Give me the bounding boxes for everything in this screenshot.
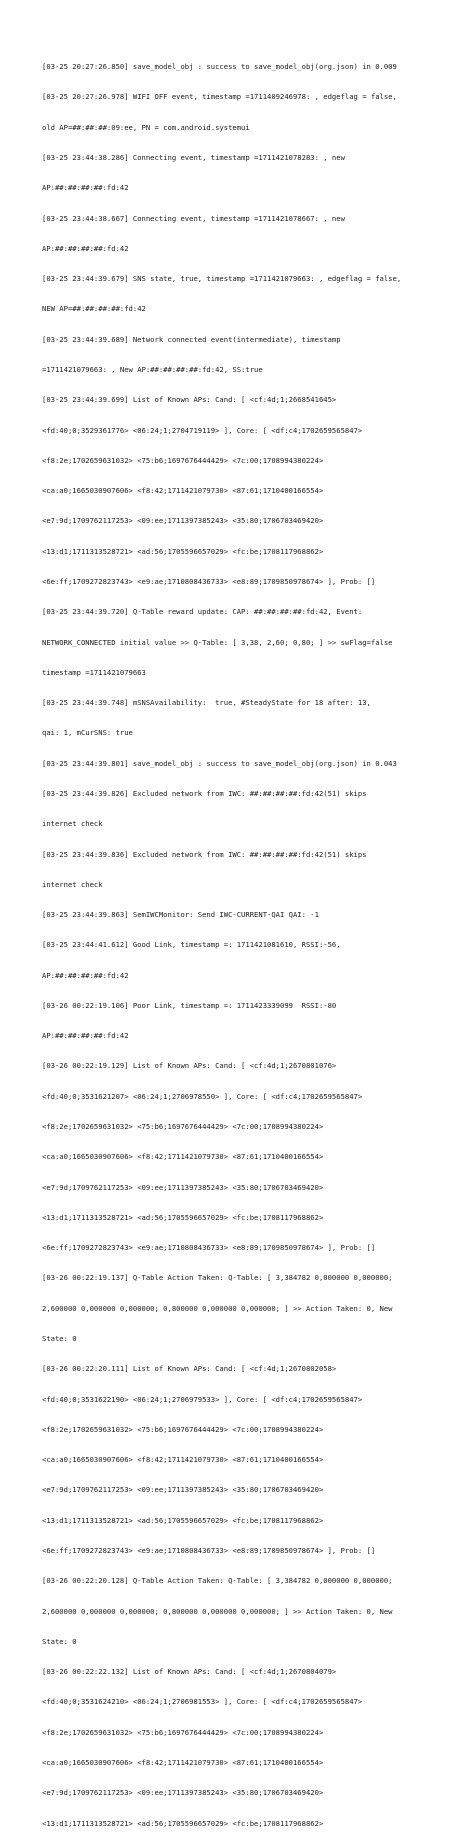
log-line: NEW AP=##:##:##:##:fd:42 (42, 304, 146, 314)
log-line: <e7:9d;1709762117253> <09:ee;1711397385243> <35:80;1706703469420> (42, 516, 324, 526)
log-line: State: 0 (42, 1334, 77, 1343)
log-line: internet check (42, 819, 103, 829)
log-line: <13:d1;1711313528721> <ad:56;1705596657029> <fc:be;1708117968862> (42, 1515, 324, 1525)
log-line: [03-26 00:22:19.106] Poor Link, timestamp =: 1711423339099 RSSI:-80 (42, 1000, 337, 1010)
log-line: <ca:a0;1665030907606> <f8:42;1711421079730> <87:61;1710400166554> (42, 1455, 324, 1465)
log-line: [03-25 23:44:38.667] Connecting event, timestamp =1711421078667: , new (42, 213, 345, 223)
log-line: <f8:2e;1702659631032> <75:b6;1697676444429> <7c:00;1708994380224> (42, 1727, 324, 1737)
log-line: [03-25 23:44:39.679] SNS state, true, timestamp =1711421079663: , edgeflag = false, (42, 274, 402, 284)
log-line: [03-25 23:44:39.699] List of Known APs: Cand: [ <cf:4d;1;2668541645> (42, 395, 337, 405)
log-line: timestamp =1711421079663 (42, 667, 146, 677)
log-line: AP:##:##:##:##:fd:42 (42, 1031, 129, 1041)
log-line: [03-25 23:44:38.286] Connecting event, timestamp =1711421078283: , new (42, 153, 345, 163)
log-line: [03-26 00:22:22.132] List of Known APs: Cand: [ <cf:4d;1;2670804079> (42, 1667, 337, 1677)
log-line: [03-25 23:44:41.612] Good Link, timestamp =: 1711421081610, RSSI:-56, (42, 940, 341, 950)
log-line: <13:d1;1711313528721> <ad:56;1705596657029> <fc:be;1708117968862> (42, 1212, 324, 1222)
log-line: [03-26 00:22:19.137] Q-Table Action Taken: Q-Table: [ 3,384782 0,000000 0,000000; (42, 1273, 393, 1283)
log-line: [03-25 23:44:39.836] Excluded network from IWC: ##:##:##:##:fd:42(51) skips (42, 849, 367, 859)
log-line: <f8:2e;1702659631032> <75:b6;1697676444429> <7c:00;1708994380224> (42, 455, 324, 465)
log-line: AP:##:##:##:##:fd:42 (42, 183, 129, 193)
log-line: [03-25 23:44:39.801] save_model_obj : success to save_model_obj(org.json) in 0.043 (42, 758, 397, 768)
log-line: <13:d1;1711313528721> <ad:56;1705596657029> <fc:be;1708117968862> (42, 1818, 324, 1828)
log-line: <fd:40;0;3531621207> <06:24;1;2706978550> ], Core: [ <df:c4;1702659565847> (42, 1091, 363, 1101)
log-line: [03-25 23:44:39.720] Q-Table reward update: CAP: ##:##:##:##:fd:42, Event: (42, 607, 363, 617)
log-line: internet check (42, 879, 103, 889)
log-line: <6e:ff;1709272823743> <e9:ae;1710808436733> <e8:89;1709850978674> ], Prob: [] (42, 576, 376, 586)
log-line: [03-25 23:44:39.826] Excluded network from IWC: ##:##:##:##:fd:42(51) skips (42, 788, 367, 798)
log-line: <e7:9d;1709762117253> <09:ee;1711397385243> <35:80;1706703469420> (42, 1485, 324, 1495)
log-line: <6e:ff;1709272823743> <e9:ae;1710808436733> <e8:89;1709850978674> ], Prob: [] (42, 1545, 376, 1555)
log-line: State: 0 (42, 1636, 77, 1646)
log-line: =1711421079663: , New AP:##:##:##:##:fd:42, SS:true (42, 365, 263, 374)
log-line: [03-26 00:22:19.129] List of Known APs: Cand: [ <cf:4d;1;2670801076> (42, 1061, 337, 1071)
log-line: 2,600000 0,000000 0,000000; 0,800000 0,000000 0,000000; ] >> Action Taken: 0, New (42, 1606, 393, 1616)
log-line: [03-26 00:22:20.111] List of Known APs: Cand: [ <cf:4d;1;2670802058> (42, 1364, 337, 1374)
log-line: old AP=##:##:##:09:ee, PN = com.android.systemui (42, 122, 250, 132)
log-line: <13:d1;1711313528721> <ad:56;1705596657029> <fc:be;1708117968862> (42, 546, 324, 556)
log-line: <fd:40;0;3531622190> <06:24;1;2706979533> ], Core: [ <df:c4;1702659565847> (42, 1394, 363, 1404)
log-line: <ca:a0;1665030907606> <f8:42;1711421079730> <87:61;1710400166554> (42, 1152, 324, 1162)
log-line: <e7:9d;1709762117253> <09:ee;1711397385243> <35:80;1706703469420> (42, 1788, 324, 1798)
log-line: 2,600000 0,000000 0,000000; 0,800000 0,000000 0,000000; ] >> Action Taken: 0, New (42, 1303, 393, 1313)
log-line: [03-25 20:27:26.850] save_model_obj : success to save_model_obj(org.json) in 0.009 (42, 62, 397, 72)
log-line: <ca:a0;1665030907606> <f8:42;1711421079730> <87:61;1710400166554> (42, 1757, 324, 1767)
log-line: <f8:2e;1702659631032> <75:b6;1697676444429> <7c:00;1708994380224> (42, 1122, 324, 1132)
log-line: <fd:40;0;3531624210> <06:24;1;2706981553> ], Core: [ <df:c4;1702659565847> (42, 1697, 363, 1707)
log-line: <6e:ff;1709272823743> <e9:ae;1710808436733> <e8:89;1709850978674> ], Prob: [] (42, 1243, 376, 1253)
log-line: qai: 1, mCurSNS: true (42, 728, 133, 738)
log-line: <f8:2e;1702659631032> <75:b6;1697676444429> <7c:00;1708994380224> (42, 1424, 324, 1434)
log-line: NETWORK_CONNECTED initial value >> Q-Table: [ 3,38, 2,60; 0,80; ] >> swFlag=false (42, 637, 393, 647)
log-line: [03-26 00:22:20.128] Q-Table Action Taken: Q-Table: [ 3,384782 0,000000 0,000000; (42, 1576, 393, 1586)
log-line: [03-25 23:44:39.748] mSNSAvailability: true, #SteadyState for 18 after: 13, (42, 698, 371, 708)
log-line: AP:##:##:##:##:fd:42 (42, 970, 129, 980)
log-line: [03-25 20:27:26.978] WIFI OFF event, timestamp =1711409246978: , edgeflag = false, (42, 92, 397, 102)
log-line: <e7:9d;1709762117253> <09:ee;1711397385243> <35:80;1706703469420> (42, 1182, 324, 1192)
log-line: AP:##:##:##:##:fd:42 (42, 243, 129, 253)
log-line: <fd:40;0;3529361776> <06:24;1;2704719119> ], Core: [ <df:c4;1702659565847> (42, 425, 363, 435)
log-text-block (42, 42, 432, 1839)
log-line: <ca:a0;1665030907606> <f8:42;1711421079730> <87:61;1710400166554> (42, 486, 324, 496)
log-line: [03-25 23:44:39.863] SemIWCMonitor: Send IWC-CURRENT-QAI QAI: -1 (42, 910, 319, 920)
log-line: [03-25 23:44:39.689] Network connected event(intermediate), timestamp (42, 334, 341, 344)
